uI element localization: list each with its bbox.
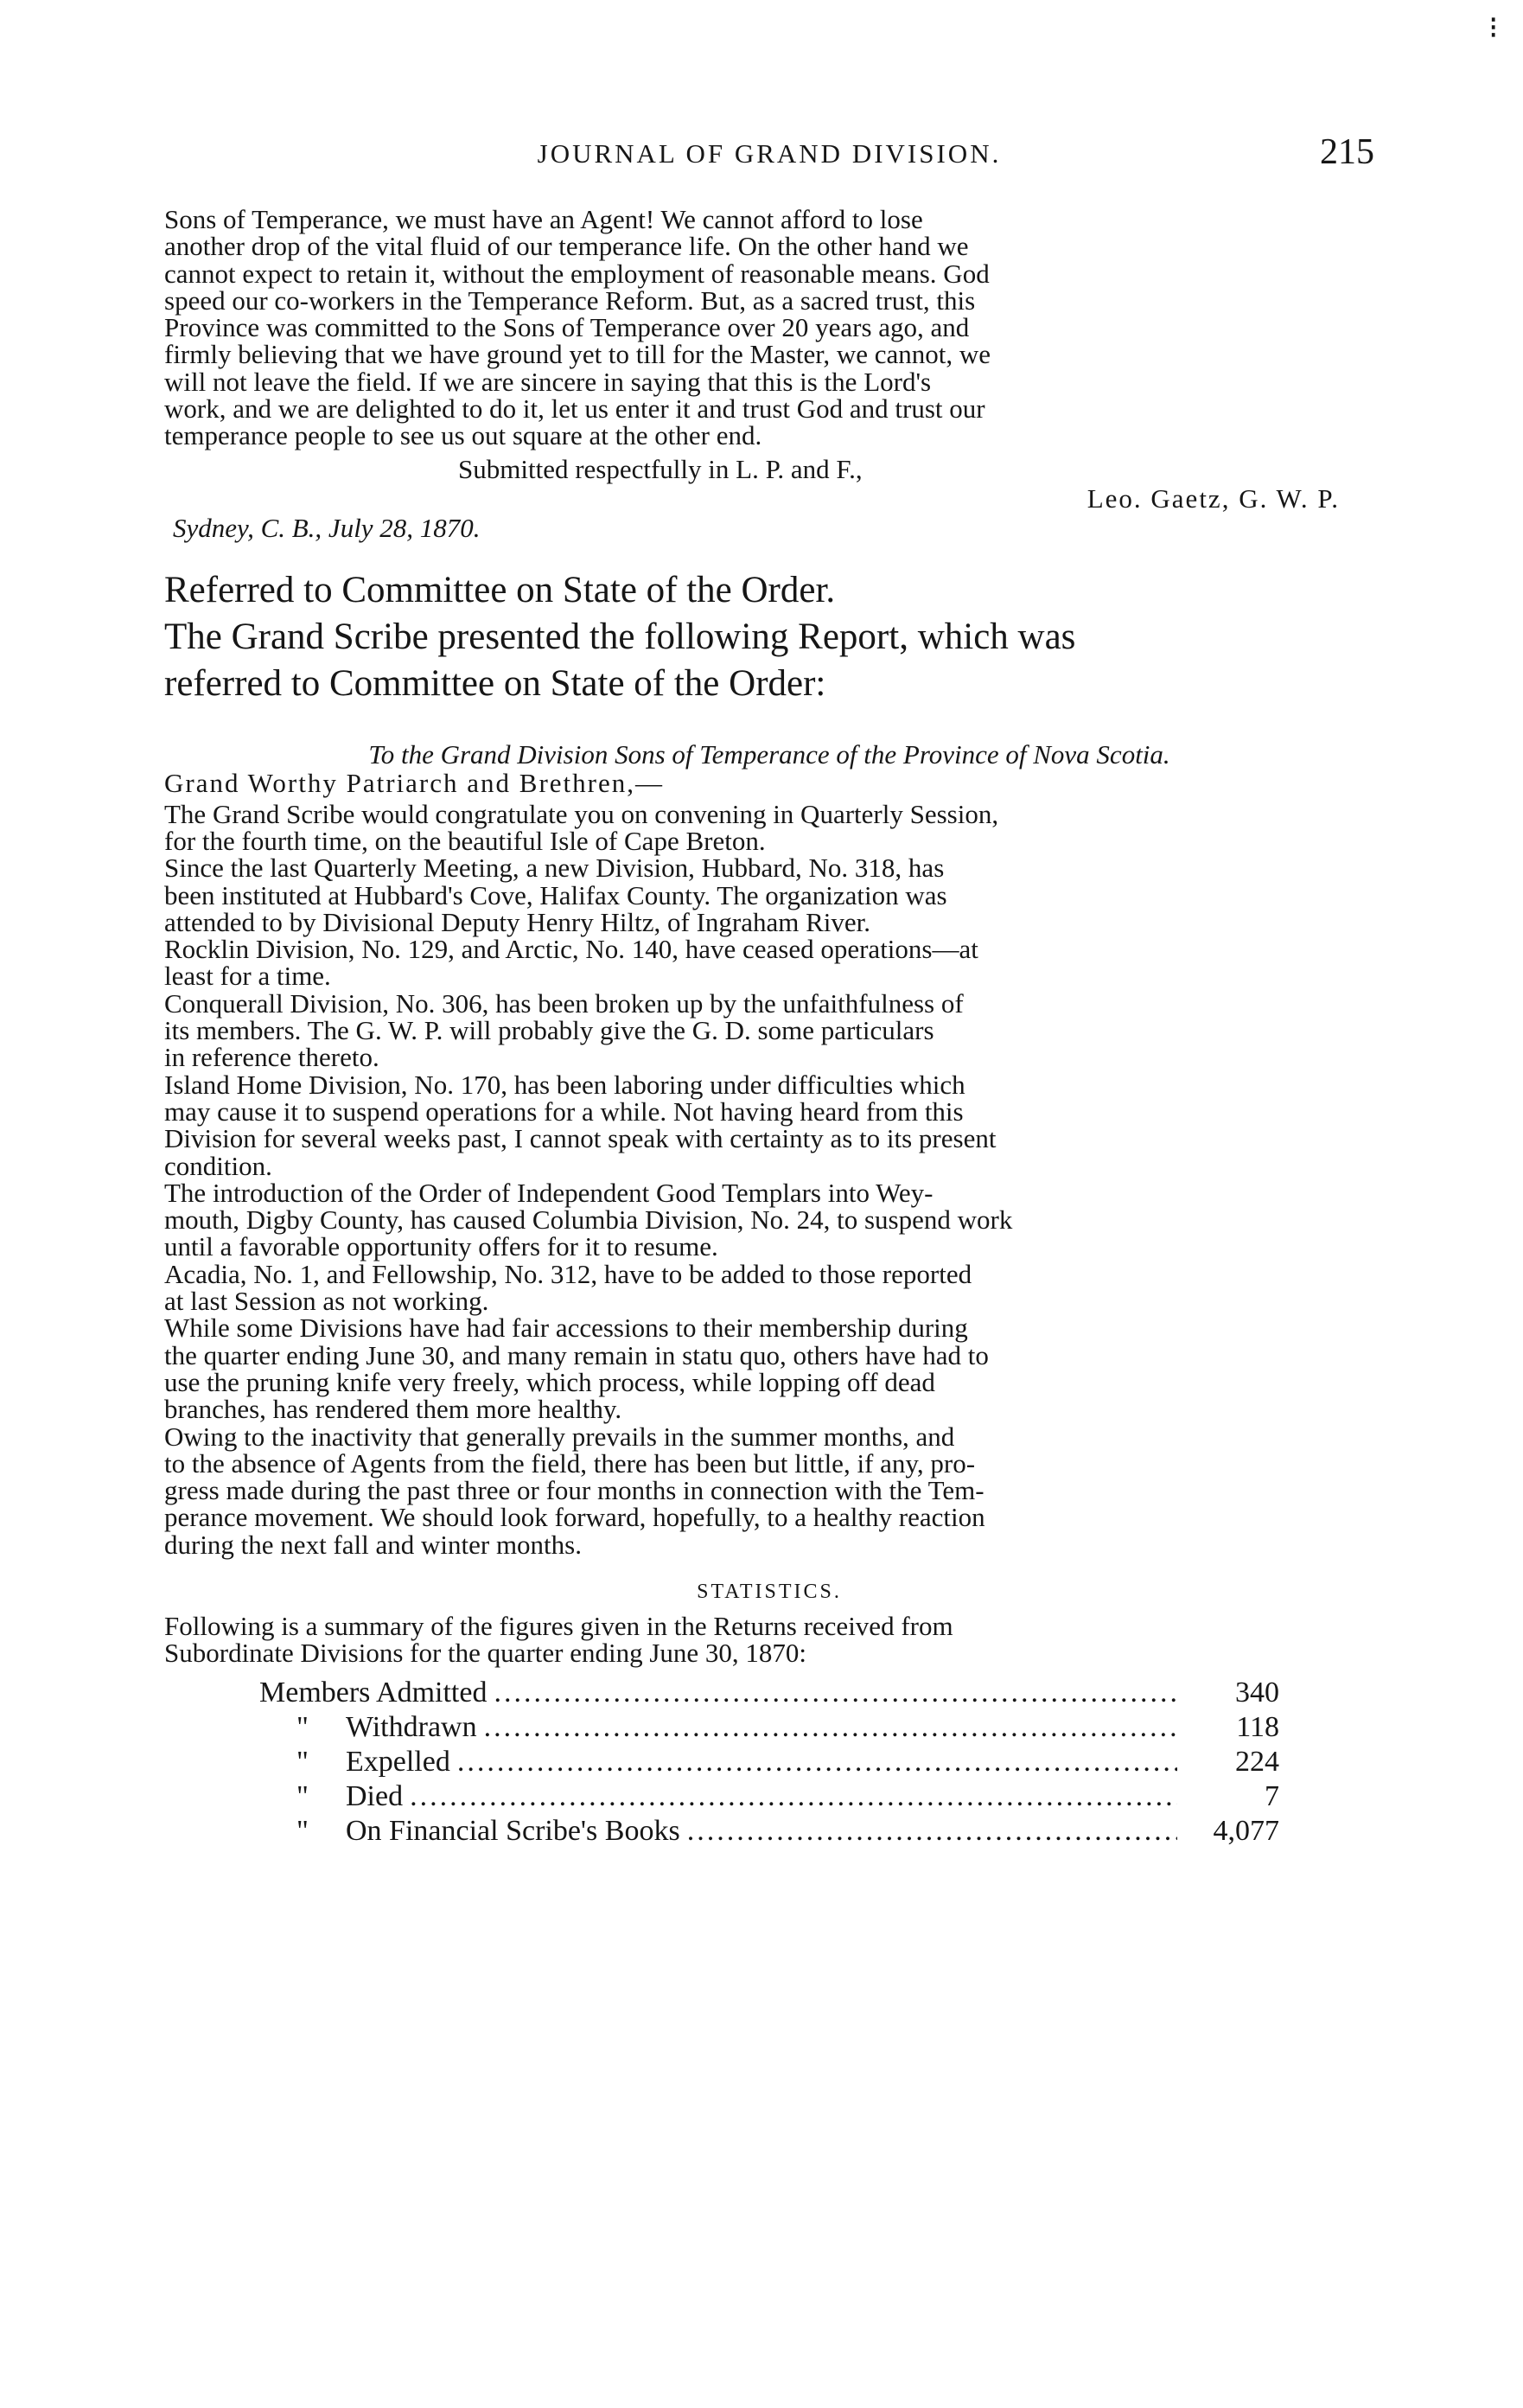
report-line: during the next fall and winter months. <box>164 1529 582 1560</box>
body-line: Sons of Temperance, we must have an Agent! We cannot afford to lose <box>164 204 923 234</box>
statistics-value: 118 <box>1236 1710 1279 1743</box>
leader-dots <box>687 1814 1177 1849</box>
report-salutation: Grand Worthy Patriarch and Brethren,— <box>164 767 664 798</box>
report-line: Rocklin Division, No. 129, and Arctic, No. 140, have ceased operations—at <box>164 934 978 965</box>
ditto-mark: " <box>296 1745 309 1778</box>
report-line: in reference thereto. <box>164 1042 379 1073</box>
report-line: the quarter ending June 30, and many remain in statu quo, others have had to <box>164 1339 989 1370</box>
page-text <box>164 206 1374 1849</box>
leader-dots <box>484 1710 1177 1745</box>
report-line: may cause it to suspend operations for a while. Not having heard from this <box>164 1095 964 1127</box>
statistics-row <box>259 1745 1279 1779</box>
agent-appeal-paragraph <box>164 206 1374 450</box>
report-address: To the Grand Division Sons of Temperance of the Province of Nova Scotia. <box>368 738 1170 770</box>
report-line: mouth, Digby County, has caused Columbia Division, No. 24, to suspend work <box>164 1204 1013 1236</box>
report-line: until a favorable opportunity offers for it to resume. <box>164 1231 718 1262</box>
statistics-label: Withdrawn <box>346 1710 477 1743</box>
report-line: to the absence of Agents from the field, there has been but little, if any, pro- <box>164 1447 976 1479</box>
statistics-value: 4,077 <box>1213 1814 1279 1847</box>
statistics-intro <box>164 1610 1374 1669</box>
report-line: Conquerall Division, No. 306, has been broken up by the unfaithfulness of <box>164 987 964 1019</box>
report-line: use the pruning knife very freely, which process, while lopping off dead <box>164 1366 935 1397</box>
report-line: Owing to the inactivity that generally prevails in the summer months, and <box>164 1421 955 1452</box>
minutes-line: referred to Committee on State of the Order: <box>164 662 826 704</box>
running-head <box>164 131 1374 175</box>
report-line: at last Session as not working. <box>164 1286 489 1317</box>
body-line: another drop of the vital fluid of our temperance life. On the other hand we <box>164 231 969 262</box>
statistics-row <box>259 1779 1279 1814</box>
report-line: condition. <box>164 1150 272 1181</box>
statistics-intro-line: Subordinate Divisions for the quarter ending June 30, 1870: <box>164 1638 807 1669</box>
report-line: Island Home Division, No. 170, has been laboring under difficulties which <box>164 1069 965 1100</box>
report-line: branches, has rendered them more healthy. <box>164 1394 622 1425</box>
statistics-label: Expelled <box>346 1745 450 1778</box>
report-line: gress made during the past three or four months in connection with the Tem- <box>164 1475 985 1506</box>
report-line: The introduction of the Order of Independent Good Templars into Wey- <box>164 1177 934 1208</box>
running-title: JOURNAL OF GRAND DIVISION. <box>537 138 1002 169</box>
signature-name: Leo. Gaetz, G. W. P. <box>1086 482 1340 514</box>
statistics-intro-line: Following is a summary of the figures given in the Returns received from <box>164 1610 953 1641</box>
minutes-line: The Grand Scribe presented the following Report, which was <box>164 616 1076 657</box>
statistics-value: 7 <box>1265 1779 1279 1812</box>
report-line: perance movement. We should look forward, hopefully, to a healthy reaction <box>164 1502 985 1533</box>
body-line: temperance people to see us out square at the other end. <box>164 420 762 451</box>
statistics-heading: STATISTICS. <box>697 1580 842 1603</box>
minutes-line: Referred to Committee on State of the Order. <box>164 569 836 610</box>
report-line: While some Divisions have had fair accessions to their membership during <box>164 1313 968 1344</box>
report-line: least for a time. <box>164 961 331 992</box>
signature-block <box>164 455 1374 543</box>
statistics-row <box>259 1814 1279 1849</box>
report-line: Since the last Quarterly Meeting, a new Division, Hubbard, No. 318, has <box>164 853 945 884</box>
report-line: for the fourth time, on the beautiful Isle of Cape Breton. <box>164 825 766 856</box>
corner-mark: ⁝ <box>1488 10 1499 45</box>
report-line: been instituted at Hubbard's Cove, Halifax County. The organization was <box>164 879 947 910</box>
report-line: The Grand Scribe would congratulate you on convening in Quarterly Session, <box>164 798 999 829</box>
statistics-row <box>259 1710 1279 1745</box>
leader-dots <box>410 1779 1177 1814</box>
body-line: cannot expect to retain it, without the employment of reasonable means. God <box>164 258 990 289</box>
report-line: Acadia, No. 1, and Fellowship, No. 312, have to be added to those reported <box>164 1258 972 1289</box>
statistics-label: Members Admitted <box>259 1676 487 1709</box>
report-line: attended to by Divisional Deputy Henry Hiltz, of Ingraham River. <box>164 906 871 937</box>
statistics-row <box>259 1676 1279 1710</box>
body-line: firmly believing that we have ground yet to till for the Master, we cannot, we <box>164 339 991 370</box>
report-line: Division for several weeks past, I cannot speak with certainty as to its present <box>164 1123 997 1154</box>
statistics-label: On Financial Scribe's Books <box>346 1814 680 1847</box>
report-body <box>164 798 1374 1560</box>
leader-dots <box>457 1745 1177 1779</box>
ditto-mark: " <box>296 1814 309 1847</box>
statistics-value: 340 <box>1235 1676 1279 1709</box>
ditto-mark: " <box>296 1710 309 1743</box>
body-line: will not leave the field. If we are sincere in saying that this is the Lord's <box>164 366 932 397</box>
place-date-line: Sydney, C. B., July 28, 1870. <box>173 512 481 543</box>
submitted-line: Submitted respectfully in L. P. and F., <box>458 453 863 484</box>
statistics-value: 224 <box>1235 1745 1279 1778</box>
body-line: work, and we are delighted to do it, let us enter it and trust God and trust our <box>164 393 985 425</box>
minutes-block <box>164 567 1374 707</box>
report-line: its members. The G. W. P. will probably give the G. D. some particulars <box>164 1015 934 1046</box>
ditto-mark: " <box>296 1779 309 1812</box>
statistics-table <box>259 1676 1279 1849</box>
body-line: speed our co-workers in the Temperance Reform. But, as a sacred trust, this <box>164 284 976 316</box>
statistics-label: Died <box>346 1779 404 1812</box>
leader-dots <box>494 1676 1177 1710</box>
page-number: 215 <box>1320 132 1374 172</box>
body-line: Province was committed to the Sons of Temperance over 20 years ago, and <box>164 312 970 343</box>
